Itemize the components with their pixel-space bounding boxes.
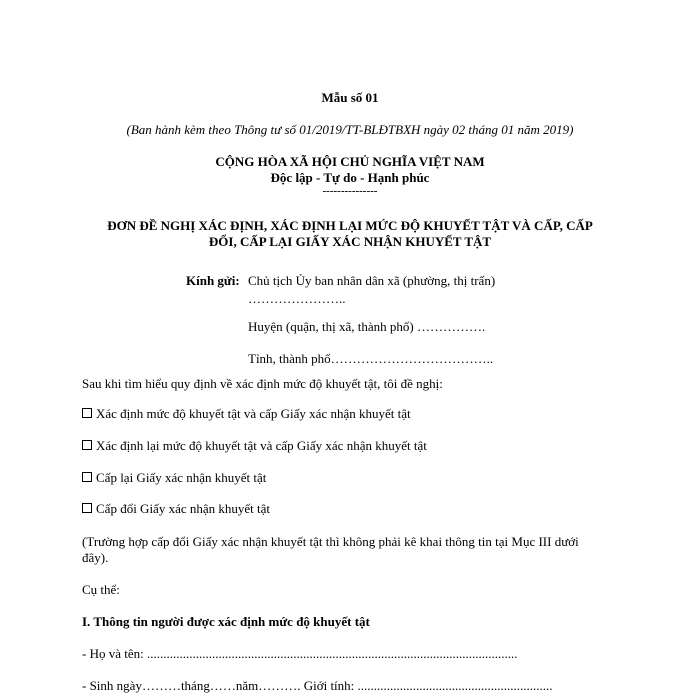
- note-line-2: đây).: [82, 550, 109, 565]
- title-line-2: ĐỔI, CẤP LẠI GIẤY XÁC NHẬN KHUYẾT TẬT: [208, 234, 492, 249]
- option-label: Xác định mức độ khuyết tật và cấp Giấy xác nhận khuyết tật: [96, 406, 411, 421]
- option-1[interactable]: [82, 406, 411, 422]
- field-full-name[interactable]: - Họ và tên: ..................................................................................................................: [82, 646, 518, 661]
- divider: ---------------: [322, 185, 378, 197]
- option-label: Xác định lại mức độ khuyết tật và cấp Giấy xác nhận khuyết tật: [96, 438, 427, 453]
- motto: Độc lập - Tự do - Hạnh phúc: [270, 170, 430, 185]
- option-label: Cấp đổi Giấy xác nhận khuyết tật: [96, 501, 271, 516]
- title-line-1: ĐƠN ĐỀ NGHỊ XÁC ĐỊNH, XÁC ĐỊNH LẠI MỨC ĐỘ KHUYẾT TẬT VÀ CẤP, CẤP: [107, 218, 593, 233]
- addressee-line-2: …………………..: [248, 291, 346, 306]
- option-4[interactable]: [82, 501, 270, 517]
- field-date-of-birth[interactable]: - Sinh ngày………tháng……năm………. Giới tính: ............................................................: [82, 678, 553, 693]
- addressee-line-3: Huyện (quận, thị xã, thành phố) …………….: [248, 319, 486, 334]
- intro-text: Sau khi tìm hiểu quy định về xác định mức độ khuyết tật, tôi đề nghị:: [82, 376, 443, 391]
- checkbox-icon[interactable]: [82, 503, 92, 513]
- checkbox-icon[interactable]: [82, 440, 92, 450]
- note-line-1: (Trường hợp cấp đổi Giấy xác nhận khuyết tật thì không phải kê khai thông tin tại Mục III dưới: [82, 534, 579, 549]
- section-1-heading: I. Thông tin người được xác định mức độ khuyết tật: [82, 614, 370, 629]
- form-number: Mẫu số 01: [321, 90, 379, 105]
- specifically-label: Cụ thể:: [82, 582, 120, 597]
- issued-by: (Ban hành kèm theo Thông tư số 01/2019/TT-BLĐTBXH ngày 02 tháng 01 năm 2019): [126, 122, 574, 137]
- addressee-label: Kính gửi:: [186, 273, 240, 288]
- option-2[interactable]: [82, 438, 427, 454]
- checkbox-icon[interactable]: [82, 408, 92, 418]
- option-label: Cấp lại Giấy xác nhận khuyết tật: [96, 470, 267, 485]
- addressee-line-1: Chủ tịch Ủy ban nhân dân xã (phường, thị trấn): [248, 273, 496, 288]
- option-3[interactable]: [82, 470, 266, 486]
- nation-name: CỘNG HÒA XÃ HỘI CHỦ NGHĨA VIỆT NAM: [215, 154, 485, 169]
- addressee-line-4: Tỉnh, thành phố………………………………..: [248, 351, 494, 366]
- checkbox-icon[interactable]: [82, 472, 92, 482]
